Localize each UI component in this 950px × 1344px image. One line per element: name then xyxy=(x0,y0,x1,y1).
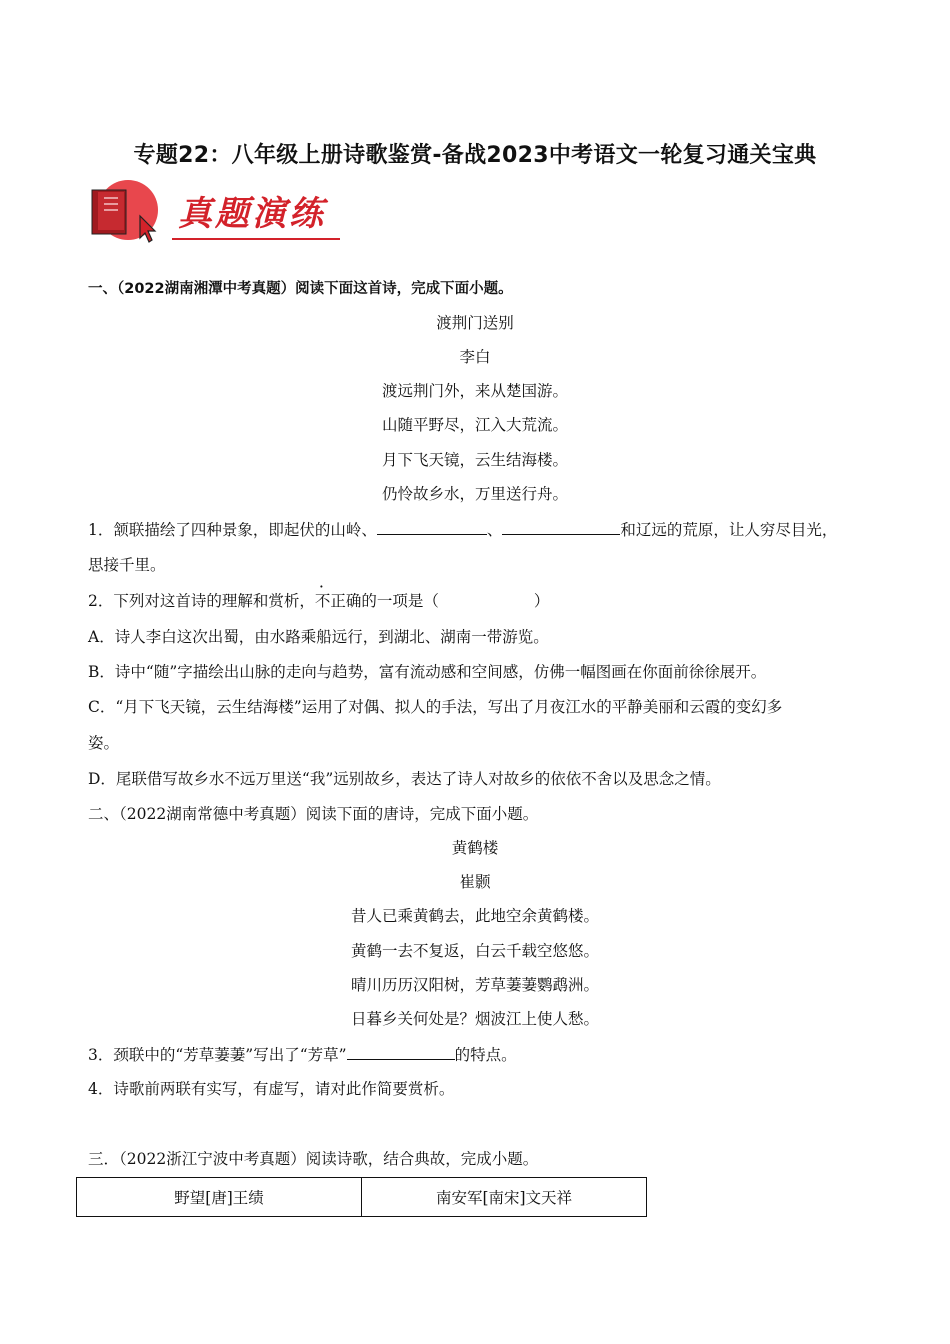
poem-2-line: 日暮乡关何处是？烟波江上使人愁。 xyxy=(350,1010,599,1028)
answer-blank[interactable] xyxy=(502,518,620,535)
table-cell: 南安军[南宋]文天祥 xyxy=(362,1178,647,1217)
answer-blank[interactable] xyxy=(347,1043,455,1060)
emphasis-text: 不正确 xyxy=(314,592,362,610)
item-3-text-b: 的特点。 xyxy=(454,1046,517,1064)
option-c: C．“月下飞天镜，云生结海楼”运用了对偶、拟人的手法，写出了月夜江水的平静美丽和云霞的变幻多 xyxy=(88,698,783,716)
poem-1-line: 渡远荆门外，来从楚国游。 xyxy=(381,382,568,400)
question-3-heading: 三．（2022浙江宁波中考真题）阅读诗歌，结合典故，完成小题。 xyxy=(88,1150,539,1168)
question-item-1 xyxy=(88,518,837,541)
item-1-text-d: 思接千里。 xyxy=(88,556,166,574)
poem-2-author: 崔颢 xyxy=(459,873,491,891)
poem-1-line: 月下飞天镜，云生结海楼。 xyxy=(381,451,568,469)
page-title: 专题22：八年级上册诗歌鉴赏-备战2023中考语文一轮复习通关宝典 xyxy=(133,143,817,168)
item-2-text-d: ） xyxy=(533,592,550,610)
question-item-3 xyxy=(88,1043,517,1066)
item-2-text-c: 的一项是（ xyxy=(361,592,439,610)
poem-1-title: 渡荆门送别 xyxy=(436,314,514,332)
banner-heading: 真题演练 xyxy=(178,194,326,234)
option-d: D．尾联借写故乡水不远万里送“我”远别故乡，表达了诗人对故乡的依依不舍以及思念之情。 xyxy=(88,770,721,788)
option-a: A．诗人李白这次出蜀，由水路乘船远行，到湖北、湖南一带游览。 xyxy=(88,628,549,646)
item-1-text-c: 和辽远的荒原，让人穷尽目光， xyxy=(620,521,838,539)
option-b: B．诗中“随”字描绘出山脉的走向与趋势，富有流动感和空间感，仿佛一幅图画在你面前徐徐展开。 xyxy=(88,663,767,681)
item-3-text-a: 3．颈联中的“芳草萋萋”写出了“芳草” xyxy=(88,1046,347,1064)
table-cell: 野望[唐]王绩 xyxy=(77,1178,362,1217)
poem-2-line: 黄鹤一去不复返，白云千载空悠悠。 xyxy=(350,942,599,960)
option-c-cont: 姿。 xyxy=(88,734,120,752)
poem-2-title: 黄鹤楼 xyxy=(451,839,499,857)
question-1-heading: 一、（2022湖南湘潭中考真题）阅读下面这首诗，完成下面小题。 xyxy=(88,281,513,297)
poem-table xyxy=(76,1177,647,1217)
table-row xyxy=(77,1178,647,1217)
question-item-4: 4．诗歌前两联有实写，有虚写，请对此作简要赏析。 xyxy=(88,1080,455,1098)
question-2-heading: 二、（2022湖南常德中考真题）阅读下面的唐诗，完成下面小题。 xyxy=(88,805,539,823)
question-item-2 xyxy=(88,590,549,612)
item-1-text-a: 1．颔联描绘了四种景象，即起伏的山岭、 xyxy=(88,521,377,539)
answer-blank[interactable] xyxy=(377,518,487,535)
poem-2-line: 昔人已乘黄鹤去，此地空余黄鹤楼。 xyxy=(350,907,599,925)
poem-2-line: 晴川历历汉阳树，芳草萋萋鹦鹉洲。 xyxy=(350,976,599,994)
poem-1-line: 山随平野尽，江入大荒流。 xyxy=(381,416,568,434)
poem-1-author: 李白 xyxy=(459,348,491,366)
poem-1-line: 仍怜故乡水，万里送行舟。 xyxy=(381,485,568,503)
item-2-text-a: 2．下列对这首诗的理解和赏析， xyxy=(88,592,315,610)
item-1-text-b: 、 xyxy=(486,521,503,539)
